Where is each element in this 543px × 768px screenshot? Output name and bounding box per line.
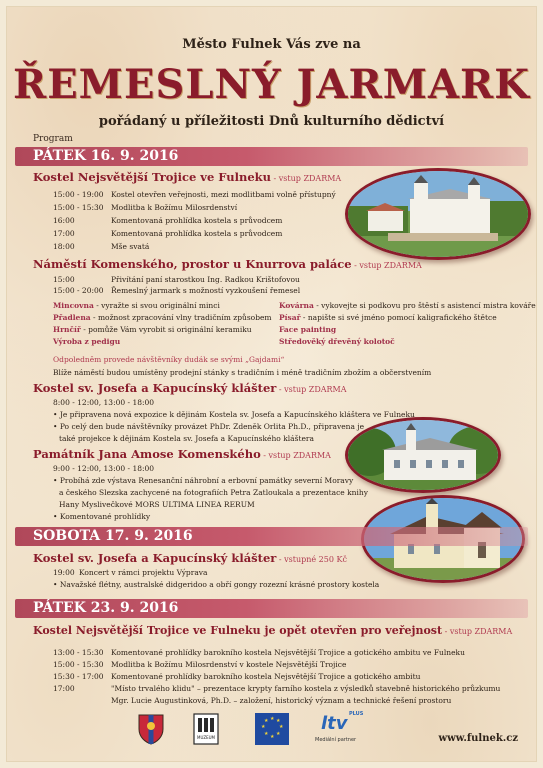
venue-heading-trinity-open: [33, 624, 512, 637]
eu-logo: [255, 713, 289, 745]
schedule-row: 13:00 - 15:30 Komentované prohlídky barokního kostela Nejsvětější Trojice a gotického ambitu ve Fulneku: [53, 648, 465, 657]
day-label: SOBOTA 17. 9. 2016: [33, 528, 193, 544]
day-bar-friday-23: [15, 599, 528, 618]
program-label: Program: [33, 134, 73, 144]
ltv-plus-logo: [315, 713, 375, 745]
info-bullet: • Komentované prohlídky: [53, 512, 150, 521]
info-line: Hany Myslivečkové MORS ULTIMA LINEA RERUM: [59, 500, 255, 509]
coat-of-arms-logo: [137, 713, 165, 745]
svg-text:★: ★: [270, 734, 275, 740]
schedule-row: 15:00 - 19:00 Kostel otevřen veřejnosti, mezi modlitbami volně přístupný: [53, 190, 336, 199]
info-bullet: • Navažské flétny, australské didgeridoo a obří gongy rozezní krásné prostory kostela: [53, 580, 379, 589]
schedule-row: 17:00 "Místo trvalého klidu" – prezentace krypty farního kostela z výsledků stavebně historického průzkumu: [53, 684, 501, 693]
schedule-row: 15:30 - 17:00 Komentované prohlídky barokního kostela Nejsvětější Trojice a gotického ambitu: [53, 672, 421, 681]
craft-item: Přadlena - možnost zpracování vlny tradičním způsobem: [53, 313, 272, 322]
svg-text:★: ★: [261, 724, 266, 730]
entry-note: - vstupné 250 Kč: [276, 555, 347, 564]
entry-note: - vstup ZDARMA: [276, 385, 347, 394]
entry-note: - vstup ZDARMA: [271, 174, 342, 183]
venue-heading-komensky-square: [33, 257, 422, 271]
info-bullet: • Po celý den bude návštěvníky provázet PhDr. Zdeněk Orlita Ph.D., připravena je: [53, 422, 364, 431]
venue-heading-st-joseph: [33, 381, 347, 395]
poster: [6, 6, 537, 762]
museum-logo-text: MUZEUM: [197, 735, 215, 740]
svg-text:★: ★: [279, 724, 284, 730]
schedule-row: Mgr. Lucie Augustinková, Ph.D. – založení, historický význam a technické řešení prostoru: [111, 696, 452, 705]
schedule-row: 15:00 - 20:00 Řemeslný jarmark s možností vyzkoušení řemesel: [53, 286, 301, 295]
schedule-row: 15:00 - 15:30 Modlitba k Božímu Milosrdenství: [53, 203, 238, 212]
day-label: PÁTEK 16. 9. 2016: [33, 148, 179, 164]
svg-text:★: ★: [264, 718, 269, 724]
info-line: také projekce k dějinám Kostela sv. Josefa a Kapucínského kláštera: [59, 434, 314, 443]
museum-icon: [193, 713, 219, 745]
subtitle: pořádaný u příležitosti Dnů kulturního dědictví: [98, 114, 445, 129]
svg-text:★: ★: [276, 718, 281, 724]
svg-text:★: ★: [264, 731, 269, 737]
info-line: a českého Slezska zachycené na fotografiích Petra Zatloukala a prezentace knihy: [59, 488, 368, 497]
entry-note: - vstup ZDARMA: [351, 261, 422, 270]
opening-hours: 9:00 - 12:00, 13:00 - 18:00: [53, 464, 155, 473]
svg-text:★: ★: [276, 731, 281, 737]
venue-name: Památník Jana Amose Komenského: [33, 447, 261, 461]
venue-name: Kostel Nejsvětější Trojice ve Fulneku je opět otevřen pro veřejnost: [33, 624, 443, 637]
craft-item: Mincovna - vyražte si svou originální minci: [53, 301, 220, 310]
schedule-row: 15:00 - 15:30 Modlitba k Božímu Milosrdenství v kostele Nejsvětější Trojice: [53, 660, 347, 669]
craft-item: Kovárna - vykovejte si podkovu pro štěstí s asistencí mistra kováře: [279, 301, 536, 310]
museum-logo: [193, 713, 219, 745]
svg-text:★: ★: [270, 716, 275, 722]
schedule-row: 17:00 Komentovaná prohlídka kostela s průvodcem: [53, 229, 283, 238]
craft-item: Písař - napište si své jméno pomocí kaligrafického štětce: [279, 313, 497, 322]
memorial-image: [348, 420, 501, 493]
venue-heading-trinity-church: [33, 170, 341, 184]
venue-name: Kostel Nejsvětější Trojice ve Fulneku: [33, 170, 271, 184]
website-link[interactable]: www.fulnek.cz: [438, 733, 518, 744]
church-image: [348, 171, 531, 260]
coat-of-arms-icon: [137, 713, 165, 745]
day-bar-saturday-17: [15, 527, 528, 546]
craft-item: Středověký dřevěný kolotoč: [279, 337, 395, 346]
eu-stars-icon: [255, 713, 289, 745]
day-bar-friday-16: [15, 147, 528, 166]
venue-heading-st-joseph-concert: [33, 551, 347, 565]
day-label: PÁTEK 23. 9. 2016: [33, 600, 179, 616]
craft-item: Face painting: [279, 325, 337, 334]
media-partner-label: Mediální partner: [315, 737, 357, 743]
info-bullet: • Je připravena nová expozice k dějinám Kostela sv. Josefa a Kapucínského kláštera ve Fulneku: [53, 410, 415, 419]
schedule-row: 15:00 Přivítání paní starostkou Ing. Radkou Krištofovou: [53, 275, 300, 284]
ltv-logo-text: ltv: [321, 713, 348, 734]
venue-name: Kostel sv. Josefa a Kapucínský klášter: [33, 551, 277, 565]
memorial-photo: [345, 417, 501, 493]
craft-item: Výroba z pedigu: [53, 337, 121, 346]
entry-note: - vstup ZDARMA: [442, 627, 513, 636]
trinity-church-photo: [345, 168, 531, 260]
bagpiper-note: Odpoledněm provede návštěvníky dudák se svými „Gajdami“: [53, 355, 285, 364]
schedule-row: 16:00 Komentovaná prohlídka kostela s průvodcem: [53, 216, 283, 225]
schedule-row: 19:00 Koncert v rámci projektu Výprava: [53, 568, 208, 577]
page-title: ŘEMESLNÝ JARMARK: [12, 61, 531, 108]
craft-item: Hrnčíř - pomůže Vám vyrobit si originální keramiku: [53, 325, 252, 334]
invite-line: Město Fulnek Vás zve na: [182, 37, 361, 52]
venue-name: Kostel sv. Josefa a Kapucínský klášter: [33, 381, 277, 395]
entry-note: - vstup ZDARMA: [260, 451, 331, 460]
ltv-logo-plus: PLUS: [349, 711, 364, 717]
opening-hours: 8:00 - 12:00, 13:00 - 18:00: [53, 398, 155, 407]
stalls-note: Blíže náměstí budou umístěny prodejní stánky s tradičním i méně tradičním zbožím a občerstvením: [53, 368, 432, 377]
schedule-row: 18:00 Mše svatá: [53, 242, 150, 251]
info-bullet: • Probíhá zde výstava Renesanční náhrobní a erbovní památky severní Moravy: [53, 476, 353, 485]
venue-heading-komensky-memorial: [33, 447, 331, 461]
venue-name: Náměstí Komenského, prostor u Knurrova paláce: [33, 257, 352, 271]
